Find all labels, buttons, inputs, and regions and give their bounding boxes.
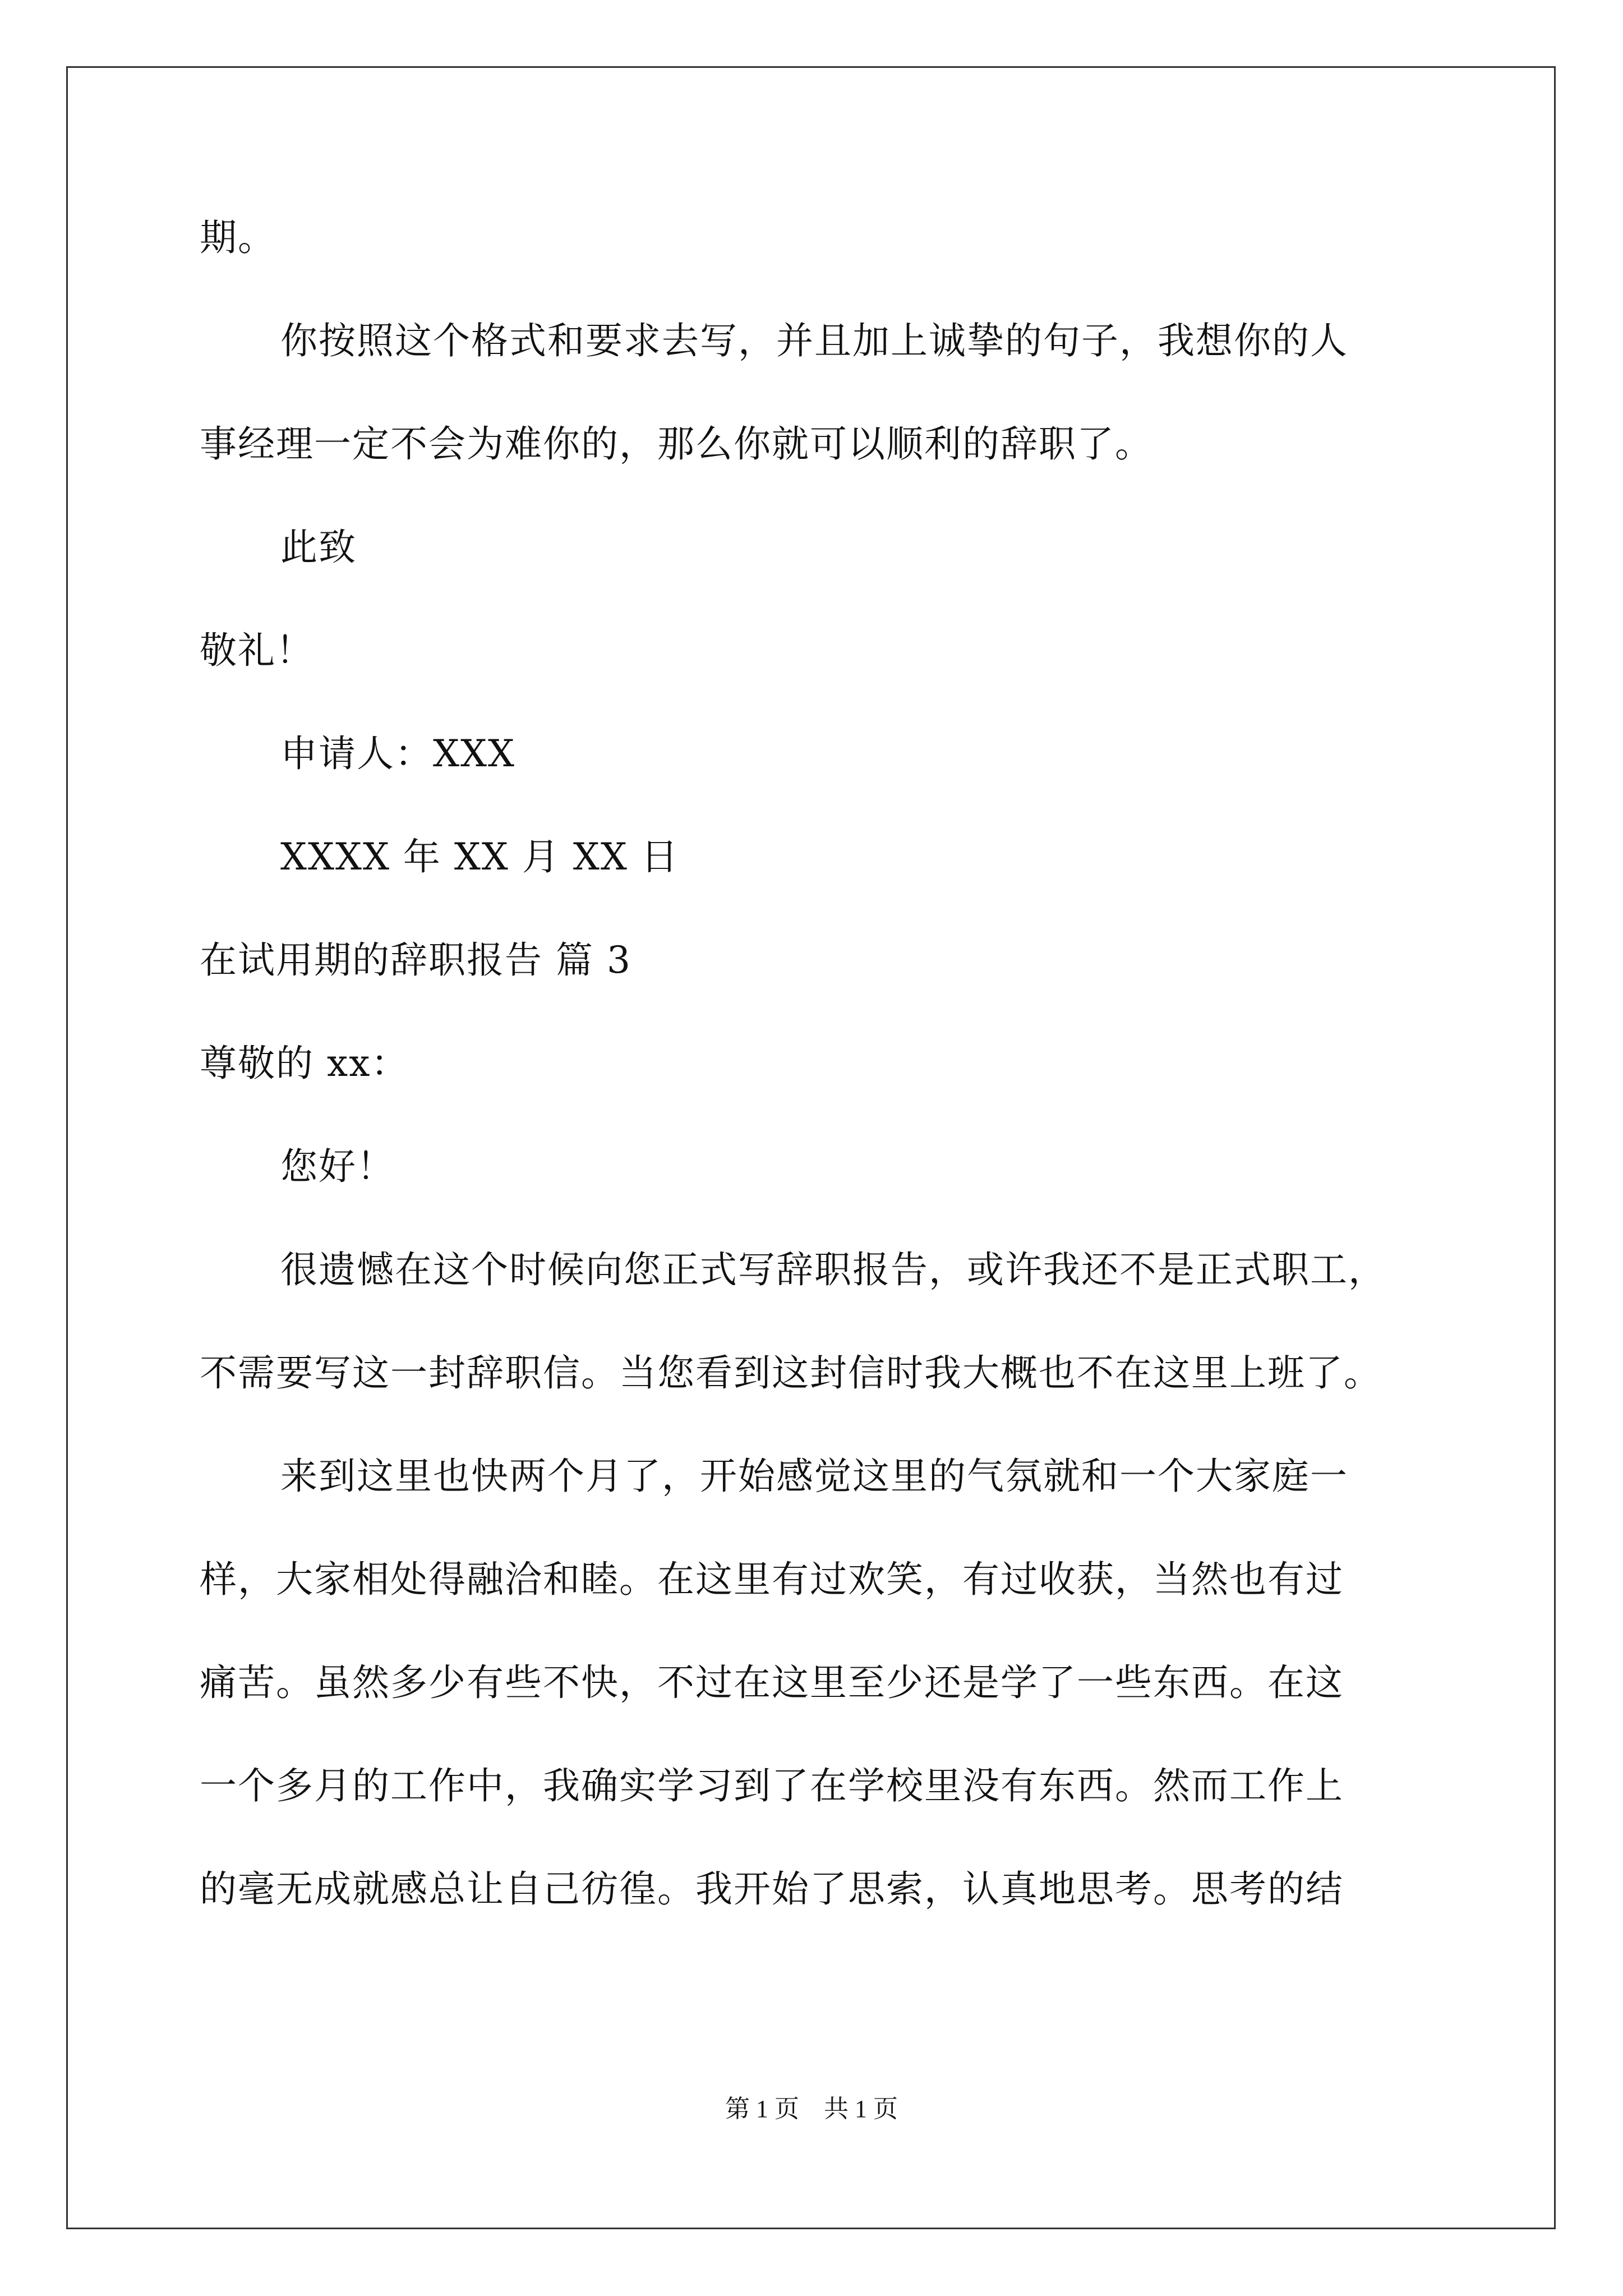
section-heading: 在试用期的辞职报告 篇 3 (200, 938, 631, 982)
text-line: 来到这里也快两个月了，开始感觉这里的气氛就和一个大家庭一 (280, 1455, 1348, 1498)
text-line: 样，大家相处得融洽和睦。在这里有过欢笑，有过收获，当然也有过 (200, 1558, 1344, 1601)
text-line: 很遗憾在这个时候向您正式写辞职报告，或许我还不是正式职工， (280, 1248, 1386, 1291)
text-line: 申请人：XXX (280, 732, 515, 775)
text-line: 你按照这个格式和要求去写，并且加上诚挚的句子，我想你的人 (280, 319, 1348, 362)
text-line: 痛苦。虽然多少有些不快，不过在这里至少还是学了一些东西。在这 (200, 1661, 1344, 1704)
text-line: 敬礼！ (200, 629, 314, 672)
salutation: 尊敬的 xx： (200, 1042, 409, 1085)
greeting: 您好！ (280, 1145, 395, 1188)
text-line: 一个多月的工作中，我确实学习到了在学校里没有东西。然而工作上 (200, 1764, 1344, 1807)
text-line: 的毫无成就感总让自己彷徨。我开始了思索，认真地思考。思考的结 (200, 1867, 1344, 1911)
text-line: XXXX 年 XX 月 XX 日 (280, 835, 679, 878)
page-number-footer: 第 1 页 共 1 页 (725, 2095, 898, 2123)
text-line: 不需要写这一封辞职信。当您看到这封信时我大概也不在这里上班了。 (200, 1351, 1382, 1395)
text-line: 期。 (200, 216, 276, 259)
text-line: 事经理一定不会为难你的，那么你就可以顺利的辞职了。 (200, 422, 1153, 466)
text-line: 此致 (280, 526, 357, 569)
